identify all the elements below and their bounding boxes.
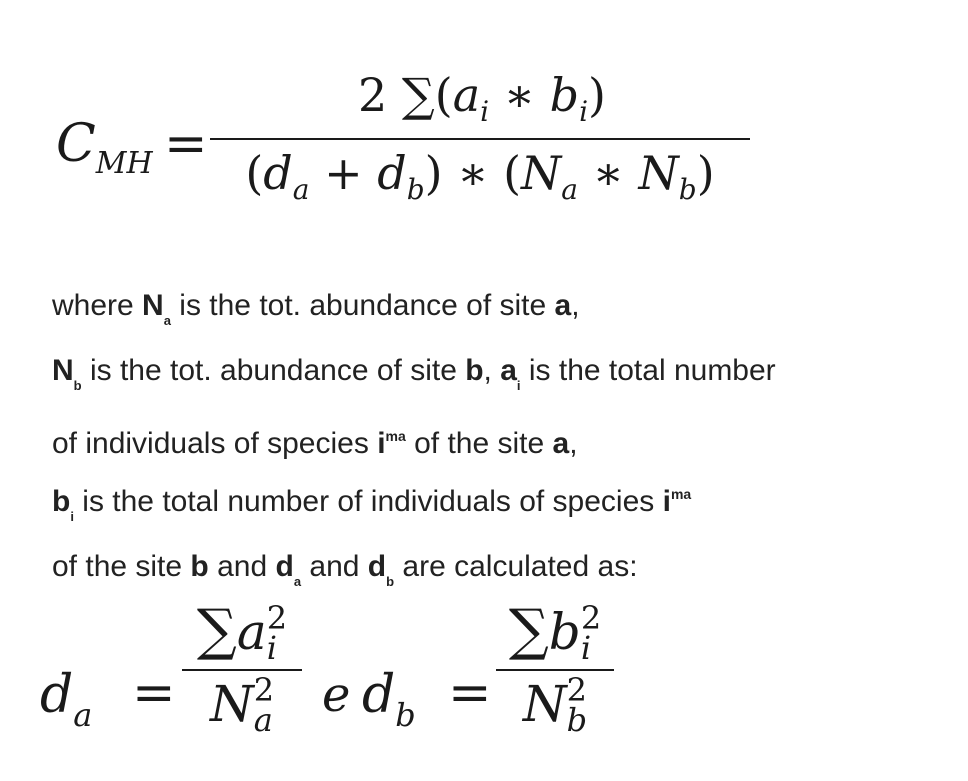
subscript: b: [386, 574, 395, 589]
exponent: 2: [580, 599, 602, 637]
text: are calculated as:: [394, 550, 638, 583]
symbol-b: b: [465, 354, 484, 387]
conjunction-e: e: [322, 667, 351, 723]
text: is the total number: [520, 354, 776, 387]
text: is the total number of individuals of species: [73, 485, 663, 518]
symbol-d: d: [367, 550, 387, 583]
var-N: N: [522, 675, 567, 733]
paren-open: (: [434, 68, 453, 122]
subscript: b: [73, 378, 82, 393]
text: and: [208, 550, 276, 583]
paren-close: ): [696, 146, 715, 200]
cmh-lhs: [56, 114, 153, 181]
symbol-i: i: [662, 485, 671, 518]
cmh-coefficient: 2: [358, 68, 388, 122]
var-d: d: [40, 665, 74, 725]
plus-sign: +: [324, 146, 363, 200]
text: ,: [483, 354, 501, 387]
text: of the site: [405, 427, 553, 460]
times-sign: ∗: [503, 68, 535, 122]
da-fraction: [182, 598, 302, 739]
sub-a: a: [253, 701, 273, 739]
da-lhs: [40, 665, 92, 734]
var-d: d: [362, 665, 396, 725]
paren-open: (: [503, 146, 522, 200]
symbol-a: a: [554, 289, 572, 322]
db-lhs: [362, 665, 416, 734]
fraction-bar: [182, 669, 302, 671]
sub-b: b: [406, 173, 425, 206]
da-equals: =: [132, 663, 176, 723]
sub-b: b: [678, 173, 697, 206]
cmh-symbol: C: [56, 114, 96, 174]
subscript: i: [516, 378, 521, 393]
sub-i: i: [266, 629, 277, 667]
text: of the site: [52, 550, 191, 583]
symbol-a: a: [552, 427, 570, 460]
formula-d: [40, 598, 660, 773]
db-denominator: [496, 671, 614, 739]
sub-i: i: [580, 629, 592, 667]
da-denominator: [182, 671, 302, 739]
var-a: a: [236, 603, 267, 661]
subscript: i: [70, 509, 74, 524]
fraction-bar: [210, 138, 750, 140]
symbol-b: b: [190, 550, 209, 583]
sum-sign: ∑: [508, 598, 549, 663]
description-line-2: [52, 346, 957, 411]
var-N: N: [209, 675, 254, 733]
var-N: N: [638, 146, 679, 200]
formula-cmh: [52, 68, 715, 218]
text: is the tot. abundance of site: [81, 354, 466, 387]
symbol-N: N: [52, 354, 74, 387]
description-line-3: [52, 411, 957, 469]
var-b: b: [549, 68, 580, 122]
text: and: [301, 550, 368, 583]
symbol-N: N: [142, 289, 164, 322]
sub-a: a: [561, 173, 578, 206]
cmh-numerator: [272, 68, 692, 128]
description-line-4: [52, 469, 957, 542]
times-sign: ∗: [457, 146, 489, 200]
exponent: 2: [253, 671, 275, 709]
paren-close: ): [588, 68, 606, 122]
cmh-equals: =: [164, 114, 208, 174]
description-text: [52, 281, 957, 607]
times-sign: ∗: [592, 146, 624, 200]
da-numerator: [182, 598, 302, 667]
cmh-denominator: [210, 146, 750, 206]
sub-i: i: [579, 95, 589, 128]
db-fraction: [496, 598, 614, 739]
sub-b: b: [395, 696, 416, 734]
text: of individuals of species: [52, 427, 378, 460]
sub-a: a: [292, 173, 310, 206]
description-line-1: [52, 281, 957, 346]
db-numerator: [496, 598, 614, 667]
description-line-5: [52, 542, 957, 607]
text: ,: [571, 289, 580, 322]
sum-sign: ∑: [401, 68, 435, 122]
symbol-i: i: [377, 427, 386, 460]
subscript: a: [163, 313, 171, 328]
paren-open: (: [245, 146, 264, 200]
db-equals: =: [448, 663, 492, 723]
cmh-subscript: MH: [95, 146, 153, 181]
exponent: 2: [266, 599, 288, 637]
var-a: a: [452, 68, 481, 122]
sub-b: b: [566, 701, 588, 739]
var-N: N: [521, 146, 562, 200]
var-b: b: [548, 603, 581, 661]
var-d: d: [377, 146, 407, 200]
sub-i: i: [480, 95, 490, 128]
paren-close: ): [424, 146, 443, 200]
subscript: a: [293, 574, 302, 589]
sub-a: a: [73, 696, 93, 734]
symbol-a: a: [500, 354, 517, 387]
text: where: [52, 289, 143, 322]
symbol-b: b: [52, 485, 71, 518]
superscript: ma: [385, 428, 406, 444]
symbol-d: d: [275, 550, 294, 583]
sum-sign: ∑: [196, 598, 237, 663]
text: ,: [569, 427, 578, 460]
superscript: ma: [670, 486, 692, 502]
text: is the tot. abundance of site: [170, 289, 555, 322]
var-d: d: [263, 146, 293, 200]
fraction-bar: [496, 669, 614, 671]
exponent: 2: [566, 671, 587, 709]
